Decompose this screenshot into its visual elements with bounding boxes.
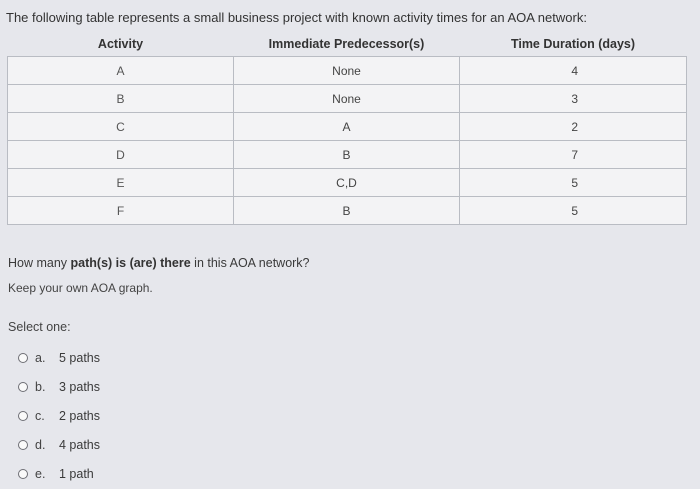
option-text[interactable]: 3 paths — [59, 379, 101, 394]
header-duration: Time Duration (days) — [510, 37, 636, 51]
question-text — [8, 256, 310, 270]
question-prefix: How many — [8, 256, 71, 270]
option-d[interactable] — [18, 430, 100, 459]
option-letter: c. — [35, 408, 45, 423]
answer-options — [18, 343, 100, 488]
cell-activity: D — [8, 141, 234, 169]
option-letter: b. — [35, 379, 46, 394]
radio-button-icon[interactable] — [18, 469, 28, 479]
cell-predecessor: A — [234, 113, 460, 141]
option-text[interactable]: 1 path — [59, 466, 94, 481]
radio-button-icon[interactable] — [18, 411, 28, 421]
table-header-row — [8, 32, 687, 57]
cell-duration: 7 — [460, 141, 687, 169]
intro-text: The following table represents a small business project with known activity times for an AOA network: — [6, 10, 587, 25]
header-activity: Activity — [97, 37, 144, 51]
option-a[interactable] — [18, 343, 100, 372]
option-letter: a. — [35, 350, 46, 365]
option-text[interactable]: 2 paths — [59, 408, 101, 423]
table-row — [8, 169, 687, 197]
cell-predecessor: None — [234, 85, 460, 113]
option-text[interactable]: 5 paths — [59, 350, 101, 365]
option-b[interactable] — [18, 372, 100, 401]
option-c[interactable] — [18, 401, 100, 430]
cell-duration: 5 — [460, 169, 687, 197]
cell-duration: 3 — [460, 85, 687, 113]
cell-predecessor: B — [234, 197, 460, 225]
cell-predecessor: C,D — [234, 169, 460, 197]
table-row — [8, 57, 687, 85]
radio-button-icon[interactable] — [18, 353, 28, 363]
cell-duration: 4 — [460, 57, 687, 85]
table-row — [8, 113, 687, 141]
cell-duration: 5 — [460, 197, 687, 225]
table-row — [8, 197, 687, 225]
option-letter: d. — [35, 437, 46, 452]
table-row — [8, 141, 687, 169]
option-e[interactable] — [18, 459, 100, 488]
hint-text: Keep your own AOA graph. — [8, 281, 153, 295]
question-bold: path(s) is (are) there — [70, 256, 191, 270]
radio-button-icon[interactable] — [18, 440, 28, 450]
cell-predecessor: None — [234, 57, 460, 85]
select-one-label: Select one: — [8, 320, 71, 334]
option-letter: e. — [35, 466, 46, 481]
header-predecessor: Immediate Predecessor(s) — [268, 37, 425, 51]
question-suffix: in this AOA network? — [190, 256, 310, 270]
activity-table — [7, 32, 687, 225]
cell-duration: 2 — [460, 113, 687, 141]
cell-activity: B — [8, 85, 234, 113]
cell-predecessor: B — [234, 141, 460, 169]
cell-activity: C — [8, 113, 234, 141]
cell-activity: A — [8, 57, 234, 85]
option-text[interactable]: 4 paths — [59, 437, 101, 452]
cell-activity: F — [8, 197, 234, 225]
cell-activity: E — [8, 169, 234, 197]
table-row — [8, 85, 687, 113]
radio-button-icon[interactable] — [18, 382, 28, 392]
